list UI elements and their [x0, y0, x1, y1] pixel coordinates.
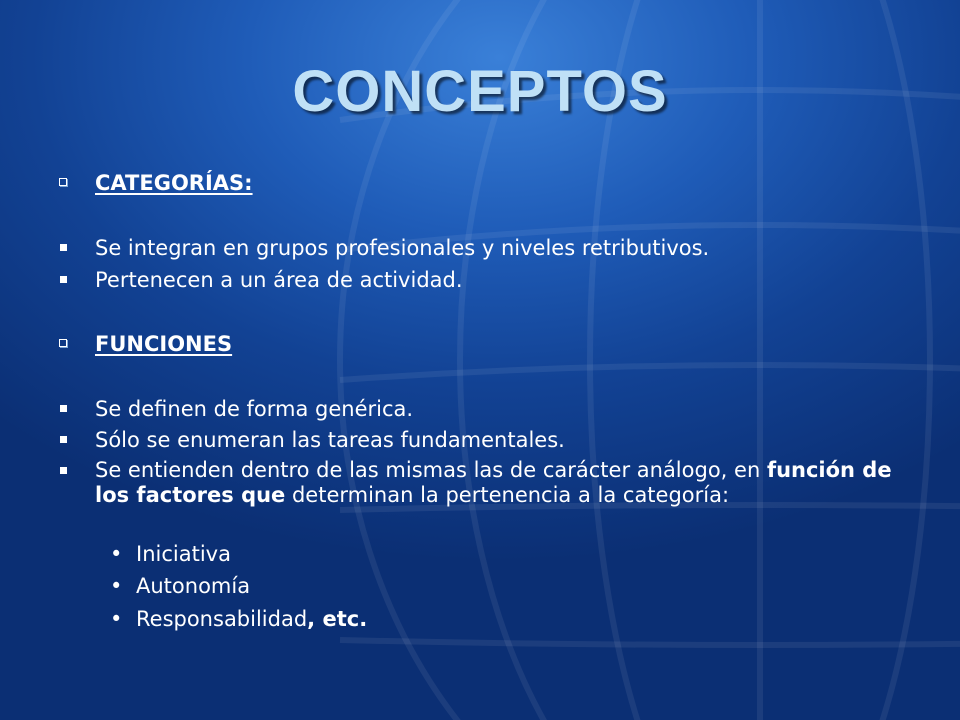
item-text-part2: determinan la pertenencia a la categoría: — [285, 483, 730, 507]
item-text-part1: Se entienden dentro de las mismas las de carácter análogo, en — [95, 458, 767, 482]
square-bullet-icon — [60, 467, 67, 474]
sub-item-suffix: , etc. — [307, 607, 368, 631]
heading-text: FUNCIONES — [95, 332, 233, 356]
item-text-bold: función de los factores que — [95, 458, 892, 507]
square-bullet-icon — [60, 436, 67, 443]
hollow-square-bullet-icon — [59, 339, 67, 347]
bullet-dot-icon: • — [110, 607, 123, 631]
bullet-dot-icon: • — [110, 574, 123, 598]
list-item-text: Se definen de forma genérica. — [95, 397, 414, 421]
list-item-text: Se integran en grupos profesionales y niveles retributivos. — [95, 236, 710, 260]
sub-item-text — [136, 606, 367, 632]
square-bullet-icon — [60, 276, 67, 283]
sub-item-label: Responsabilidad — [136, 607, 308, 631]
list-item-text — [95, 458, 925, 508]
slide-title: CONCEPTOS — [292, 59, 668, 124]
square-bullet-icon — [60, 405, 67, 412]
sub-item-text: Autonomía — [136, 574, 251, 598]
square-bullet-icon — [60, 244, 67, 251]
hollow-square-bullet-icon — [59, 178, 67, 186]
list-item-text: Sólo se enumeran las tareas fundamentales. — [95, 428, 565, 452]
heading-text: CATEGORÍAS: — [95, 171, 253, 195]
bullet-dot-icon: • — [110, 542, 123, 566]
list-item-text: Pertenecen a un área de actividad. — [95, 268, 463, 292]
sub-item-text: Iniciativa — [136, 542, 231, 566]
